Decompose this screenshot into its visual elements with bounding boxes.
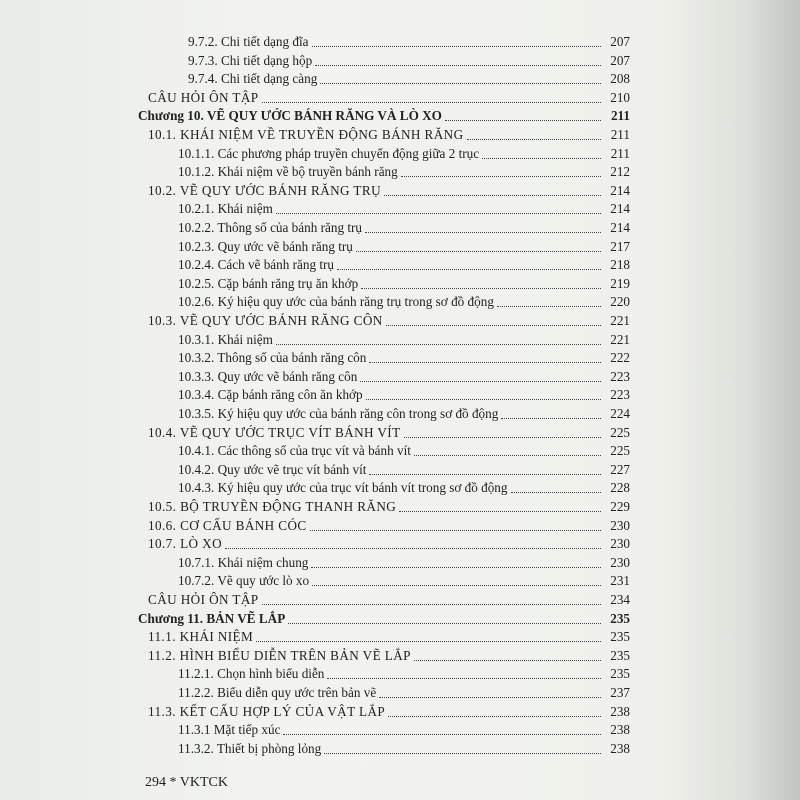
toc-section-entry	[148, 179, 630, 199]
dot-leader	[501, 418, 601, 419]
toc-entry-title: 10.2.3. Quy ước vẽ bánh răng trụ	[178, 238, 353, 254]
toc-entry-title: 10.4. VẼ QUY ƯỚC TRỤC VÍT BÁNH VÍT	[148, 424, 401, 440]
toc-subsection-entry	[178, 328, 630, 348]
toc-entry-page: 207	[610, 34, 630, 49]
dot-leader	[288, 623, 601, 624]
toc-chapter-entry	[138, 607, 630, 627]
dot-leader	[365, 232, 601, 233]
toc-entry-page: 225	[610, 443, 630, 459]
toc-subsection-entry	[178, 458, 630, 478]
toc-subsection-entry	[178, 346, 630, 366]
toc-entry-title: 11.2.1. Chọn hình biểu diễn	[178, 666, 325, 682]
toc-entry-title: 9.7.3. Chi tiết dạng hộp	[188, 52, 313, 68]
toc-subsection-entry	[178, 402, 630, 422]
toc-chapter-entry	[138, 104, 630, 124]
dot-leader	[283, 734, 601, 735]
toc-entry-page: 238	[610, 703, 630, 719]
dot-leader	[384, 195, 601, 196]
toc-entry-title: 11.1. KHÁI NIỆM	[148, 629, 254, 645]
dot-leader	[360, 381, 601, 382]
dot-leader	[320, 83, 601, 84]
toc-entry-page: 211	[610, 145, 630, 161]
toc-section-entry	[148, 123, 630, 143]
toc-entry-title: 10.3. VẼ QUY ƯỚC BÁNH RĂNG CÔN	[148, 313, 383, 328]
toc-entry-page: 222	[610, 350, 630, 366]
dot-leader	[369, 474, 601, 475]
toc-entry-page: 230	[610, 517, 630, 533]
toc-entry-title: 10.2.6. Ký hiệu quy ước của bánh răng trụ trong sơ đồ động	[178, 294, 494, 310]
toc-entry-page: 221	[610, 313, 630, 328]
toc-entry-page: 223	[610, 387, 630, 403]
toc-entry-page: 214	[610, 201, 630, 217]
toc-entry-title: 11.2. HÌNH BIỂU DIỄN TRÊN BẢN VẼ LẮP	[148, 647, 411, 663]
dot-leader	[414, 455, 601, 456]
toc-entry-title: 9.7.2. Chi tiết dạng đĩa	[188, 34, 309, 49]
toc-entry-page: 230	[610, 554, 630, 570]
toc-entry-page: 211	[610, 127, 630, 142]
toc-entry-page: 224	[610, 406, 630, 421]
toc-entry-page: 208	[610, 71, 630, 87]
toc-subsection-entry	[178, 662, 630, 682]
dot-leader	[369, 362, 601, 363]
toc-entry-title: 10.4.3. Ký hiệu quy ước của trục vít bánh vít trong sơ đồ động	[178, 480, 508, 496]
toc-entry-title: CÂU HỎI ÔN TẬP	[148, 89, 259, 105]
dot-leader	[482, 158, 601, 159]
toc-entry-title: 10.2.2. Thông số của bánh răng trụ	[178, 220, 362, 235]
dot-leader	[324, 753, 601, 754]
toc-entry-page: 228	[610, 480, 630, 496]
toc-entry-title: 10.5. BỘ TRUYỀN ĐỘNG THANH RĂNG	[148, 499, 397, 514]
toc-subsection-entry	[178, 383, 630, 403]
toc-entry-title: 11.3.1 Mặt tiếp xúc	[178, 722, 281, 738]
dot-leader	[511, 492, 602, 493]
toc-entry-title: 10.7.2. Vẽ quy ước lò xo	[178, 573, 310, 589]
toc-entry-title: 10.3.4. Cặp bánh răng côn ăn khớp	[178, 387, 363, 403]
toc-subsection-entry	[178, 160, 630, 180]
toc-subsection-entry	[178, 718, 630, 738]
toc-entry-page: 235	[610, 629, 630, 645]
dot-leader	[225, 548, 601, 549]
toc-entry-title: 10.3.1. Khái niệm	[178, 331, 273, 347]
toc-entry-title: 10.3.5. Ký hiệu quy ước của bánh răng côn trong sơ đồ động	[178, 406, 499, 421]
toc-subsection-entry	[178, 216, 630, 236]
toc-entry-page: 221	[610, 331, 630, 347]
toc-entry-title: 10.3.3. Quy ước vẽ bánh răng côn	[178, 368, 358, 384]
toc-entry-title: 11.2.2. Biểu diễn quy ước trên bản vẽ	[178, 685, 377, 700]
toc-entry-title: 10.7. LÒ XO	[148, 536, 222, 552]
toc-section-entry	[148, 588, 630, 608]
toc-subsection-entry	[178, 142, 630, 162]
dot-leader	[445, 120, 601, 121]
dot-leader	[262, 102, 602, 103]
toc-entry-page: 207	[610, 52, 630, 68]
toc-entry-title: 10.2.5. Cặp bánh răng trụ ăn khớp	[178, 275, 359, 291]
toc-entry-page: 230	[610, 536, 630, 552]
toc-subsection-entry	[178, 272, 630, 292]
dot-leader	[276, 344, 601, 345]
dot-leader	[379, 697, 601, 698]
dot-leader	[356, 251, 601, 252]
toc-entry-title: 10.2.4. Cách vẽ bánh răng trụ	[178, 257, 335, 273]
toc-subsection-entry	[178, 476, 630, 496]
toc-section-entry	[148, 514, 630, 534]
toc-section-entry	[148, 644, 630, 664]
dot-leader	[310, 530, 601, 531]
toc-entry-page: 237	[610, 685, 630, 700]
dot-leader	[315, 65, 601, 66]
toc-subsection-entry	[178, 197, 630, 217]
toc-entry-title: 11.3. KẾT CẤU HỢP LÝ CỦA VẬT LẮP	[148, 703, 386, 719]
toc-entry-page: 235	[610, 610, 630, 626]
toc-entry-page: 225	[610, 424, 630, 440]
toc-entry-page: 227	[610, 461, 630, 477]
toc-entry-page: 229	[610, 499, 630, 514]
dot-leader	[467, 139, 601, 140]
toc-entry-title: Chương 10. VẼ QUY ƯỚC BÁNH RĂNG VÀ LÒ XO	[138, 108, 442, 124]
dot-leader	[399, 511, 601, 512]
toc-entry-page: 217	[610, 238, 630, 254]
toc-subsection-entry	[188, 30, 630, 50]
toc-entry-title: 11.3.2. Thiết bị phòng lỏng	[178, 740, 322, 756]
dot-leader	[388, 716, 601, 717]
toc-entry-page: 218	[610, 257, 630, 273]
dot-leader	[311, 567, 601, 568]
toc-subsection-entry	[178, 365, 630, 385]
toc-entry-page: 223	[610, 368, 630, 384]
dot-leader	[404, 437, 601, 438]
dot-leader	[312, 46, 601, 47]
dot-leader	[361, 288, 601, 289]
toc-section-entry	[148, 700, 630, 720]
dot-leader	[256, 641, 601, 642]
toc-subsection-entry	[178, 439, 630, 459]
toc-entry-page: 214	[610, 220, 630, 235]
toc-subsection-entry	[178, 551, 630, 571]
toc-section-entry	[148, 421, 630, 441]
toc-entry-title: CÂU HỎI ÔN TẬP	[148, 592, 259, 607]
toc-section-entry	[148, 625, 630, 645]
toc-entry-page: 211	[610, 108, 630, 124]
toc-section-entry	[148, 532, 630, 552]
toc-subsection-entry	[178, 681, 630, 701]
page-footer: 294 * VKTCK	[145, 775, 228, 790]
toc-entry-page: 210	[610, 89, 630, 105]
toc-subsection-entry	[178, 569, 630, 589]
toc-entry-title: 10.2. VẼ QUY ƯỚC BÁNH RĂNG TRỤ	[148, 182, 381, 198]
toc-subsection-entry	[188, 49, 630, 69]
toc-entry-title: 10.3.2. Thông số của bánh răng côn	[178, 350, 367, 366]
dot-leader	[262, 604, 602, 605]
toc-entry-title: Chương 11. BẢN VẼ LẮP	[138, 610, 286, 626]
toc-subsection-entry	[178, 737, 630, 757]
toc-subsection-entry	[178, 235, 630, 255]
dot-leader	[276, 213, 601, 214]
toc-entry-page: 214	[610, 182, 630, 198]
dot-leader	[497, 306, 601, 307]
toc-entry-page: 212	[610, 164, 630, 180]
toc-entry-page: 235	[610, 647, 630, 663]
toc-entry-title: 10.2.1. Khái niệm	[178, 201, 273, 217]
dot-leader	[312, 585, 601, 586]
toc-entry-title: 10.1.1. Các phương pháp truyền chuyển động giữa 2 trục	[178, 145, 480, 161]
toc-section-entry	[148, 86, 630, 106]
dot-leader	[401, 176, 601, 177]
toc-entry-page: 235	[610, 666, 630, 682]
toc-entry-page: 238	[610, 722, 630, 738]
dot-leader	[327, 678, 601, 679]
toc-entry-title: 10.7.1. Khái niệm chung	[178, 554, 309, 570]
toc-entry-title: 10.1. KHÁI NIỆM VỀ TRUYỀN ĐỘNG BÁNH RĂNG	[148, 127, 464, 142]
toc-subsection-entry	[178, 253, 630, 273]
toc-entry-title: 10.1.2. Khái niệm về bộ truyền bánh răng	[178, 164, 398, 180]
toc-entry-page: 234	[610, 592, 630, 607]
toc-section-entry	[148, 309, 630, 329]
toc-entry-page: 238	[610, 740, 630, 756]
dot-leader	[337, 269, 601, 270]
dot-leader	[366, 399, 601, 400]
toc-subsection-entry	[178, 290, 630, 310]
toc-section-entry	[148, 495, 630, 515]
toc-entry-page: 231	[610, 573, 630, 589]
toc-entry-page: 220	[610, 294, 630, 310]
toc-subsection-entry	[188, 67, 630, 87]
toc-entry-page: 219	[610, 275, 630, 291]
toc-entry-title: 10.4.1. Các thông số của trục vít và bánh vít	[178, 443, 411, 459]
dot-leader	[414, 660, 601, 661]
toc-entry-title: 9.7.4. Chi tiết dạng càng	[188, 71, 318, 87]
dot-leader	[386, 325, 601, 326]
toc-entry-title: 10.6. CƠ CẤU BÁNH CÓC	[148, 517, 307, 533]
toc-entry-title: 10.4.2. Quy ước vẽ trục vít bánh vít	[178, 461, 367, 477]
